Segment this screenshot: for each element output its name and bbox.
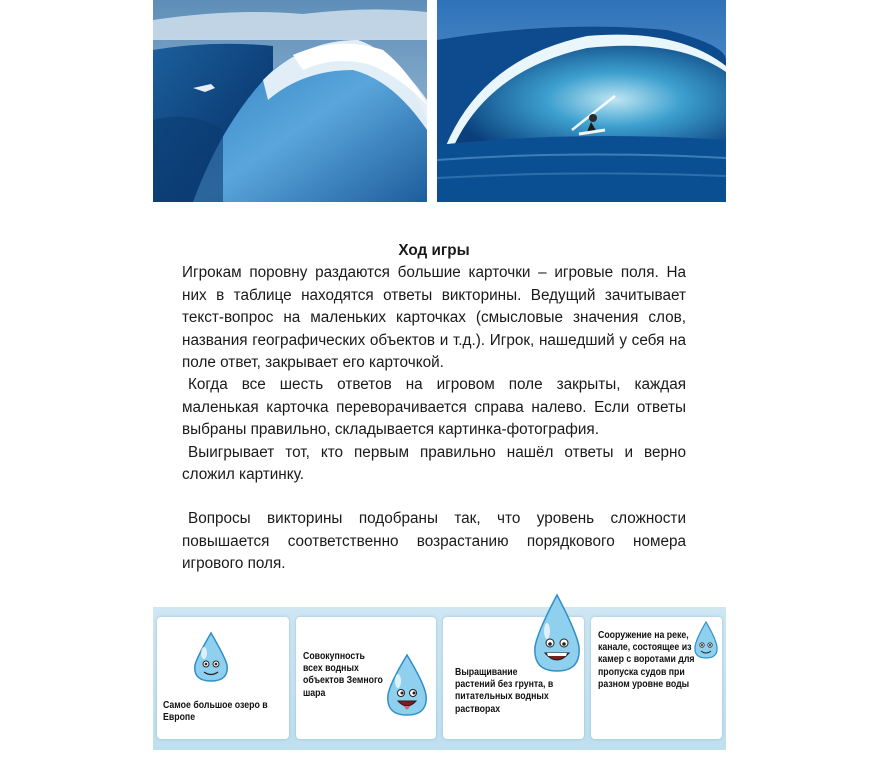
rules-paragraph-1: Игрокам поровну раздаются большие карточки – игровые поля. На них в таблице находятся ответы викторины. Ведущий зачитывает текст-вопрос на маленьких карточках (смысловые значения слов, названия географических объектов и т.д.). Игрок, нашедший у себя на поле ответ, закрывает его карточкой. (182, 264, 686, 372)
water-drop-character-icon (693, 621, 719, 659)
card-text: Выращивание растений без грунта, в питательных водных растворах (455, 667, 554, 715)
water-drop-character-icon (384, 653, 430, 717)
card-text: Сооружение на реке, канале, состоящее из камер с воротами для пропуска судов при разном уровне воды (598, 630, 695, 690)
rules-paragraph-2: Когда все шесть ответов на игровом поле закрыты, каждая маленькая карточка переворачивается справа налево. Если ответы выбраны правильно, складывается картинка-фотография. (182, 376, 686, 439)
surfer-wave-photo (437, 0, 726, 202)
game-rules-section (182, 240, 686, 576)
giant-wave-photo (153, 0, 427, 202)
question-card (443, 617, 584, 739)
rules-heading: Ход игры (398, 242, 470, 259)
water-drop-character-icon (531, 593, 583, 673)
sample-cards-strip (153, 607, 726, 750)
rules-paragraph-3: Выигрывает тот, кто первым правильно нашёл ответы и верно сложил картинку. (182, 443, 686, 484)
question-card (591, 617, 722, 739)
water-drop-character-icon (191, 631, 231, 683)
question-card (296, 617, 436, 739)
question-card (157, 617, 289, 739)
card-text: Самое большое озеро в Европе (163, 700, 268, 724)
rules-paragraph-4: Вопросы викторины подобраны так, что уровень сложности повышается соответственно возрастанию порядкового номера игрового поля. (182, 510, 686, 573)
card-text: Совокупность всех водных объектов Земного шара (303, 651, 383, 699)
